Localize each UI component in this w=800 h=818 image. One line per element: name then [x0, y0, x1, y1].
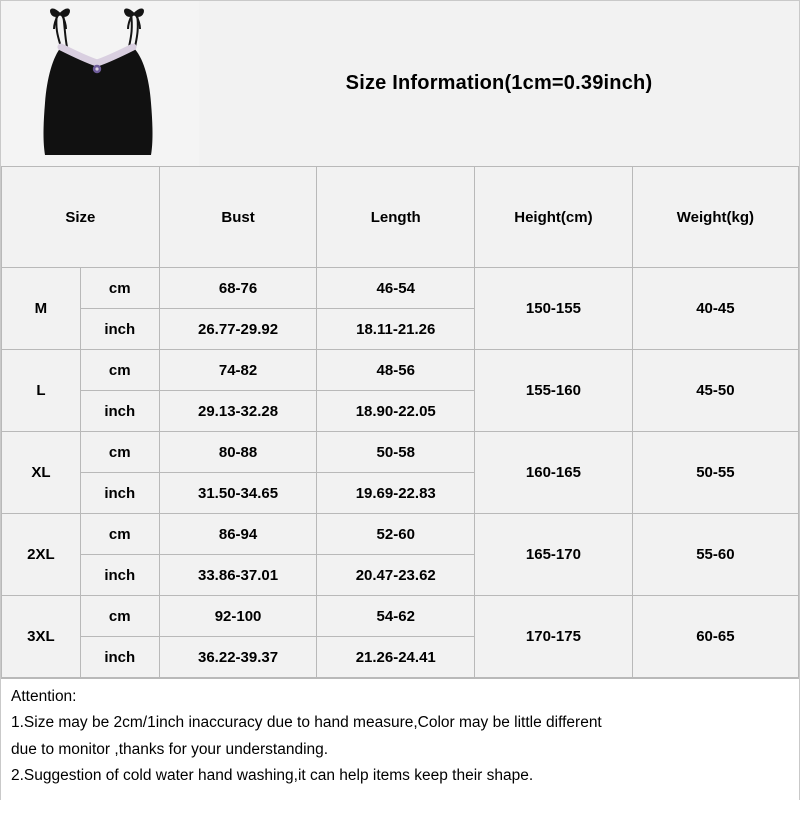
cell-weight: 60-65: [632, 596, 798, 678]
cell-bust-cm: 80-88: [159, 432, 317, 473]
cell-unit-cm: cm: [80, 268, 159, 309]
page-title: Size Information(1cm=0.39inch): [345, 72, 653, 94]
cell-bust-inch: 29.13-32.28: [159, 391, 317, 432]
note-line-3: 2.Suggestion of cold water hand washing,it can help items keep their shape.: [11, 767, 534, 785]
column-header-length: Length: [317, 167, 475, 268]
flower-accent: [93, 65, 101, 73]
title-cell: [199, 1, 799, 166]
cell-size: 3XL: [2, 596, 81, 678]
note-line-1: 1.Size may be 2cm/1inch inaccuracy due to hand measure,Color may be little different: [11, 714, 602, 732]
attention-note: [1, 678, 799, 818]
cell-weight: 40-45: [632, 268, 798, 350]
cell-size: XL: [2, 432, 81, 514]
cell-length-cm: 50-58: [317, 432, 475, 473]
header-band: [1, 1, 799, 166]
cell-bust-inch: 36.22-39.37: [159, 637, 317, 678]
cell-height: 155-160: [475, 350, 633, 432]
column-header-weight: Weight(kg): [632, 167, 798, 268]
strap-left: [51, 9, 69, 47]
cell-length-inch: 19.69-22.83: [317, 473, 475, 514]
cell-unit-cm: cm: [80, 514, 159, 555]
cell-bust-cm: 92-100: [159, 596, 317, 637]
cell-weight: 45-50: [632, 350, 798, 432]
cell-unit-inch: inch: [80, 309, 159, 350]
cell-length-inch: 18.90-22.05: [317, 391, 475, 432]
cell-unit-inch: inch: [80, 391, 159, 432]
cell-size: L: [2, 350, 81, 432]
cell-bust-cm: 74-82: [159, 350, 317, 391]
cell-unit-inch: inch: [80, 555, 159, 596]
table-row: [2, 514, 799, 555]
cell-length-cm: 54-62: [317, 596, 475, 637]
cell-bust-inch: 26.77-29.92: [159, 309, 317, 350]
table-row: [2, 350, 799, 391]
size-chart-table: [1, 166, 799, 678]
cell-unit-inch: inch: [80, 637, 159, 678]
column-header-size: Size: [2, 167, 160, 268]
strap-right: [125, 9, 143, 47]
cell-length-cm: 52-60: [317, 514, 475, 555]
cell-bust-cm: 86-94: [159, 514, 317, 555]
cell-bust-cm: 68-76: [159, 268, 317, 309]
column-header-height: Height(cm): [475, 167, 633, 268]
note-line-2: due to monitor ,thanks for your understanding.: [11, 740, 329, 758]
table-row: [2, 268, 799, 309]
product-image-cell: [1, 1, 199, 166]
table-row: [2, 432, 799, 473]
table-header: [2, 167, 799, 268]
table-row: [2, 596, 799, 637]
cell-weight: 55-60: [632, 514, 798, 596]
cell-length-cm: 46-54: [317, 268, 475, 309]
cell-bust-inch: 33.86-37.01: [159, 555, 317, 596]
cell-size: 2XL: [2, 514, 81, 596]
cell-length-inch: 20.47-23.62: [317, 555, 475, 596]
table-body: [2, 268, 799, 678]
cell-height: 165-170: [475, 514, 633, 596]
product-image: [1, 1, 199, 166]
cell-unit-inch: inch: [80, 473, 159, 514]
cell-height: 170-175: [475, 596, 633, 678]
cell-height: 150-155: [475, 268, 633, 350]
note-heading: Attention:: [11, 688, 77, 705]
table-header-row: [2, 167, 799, 268]
cell-weight: 50-55: [632, 432, 798, 514]
cell-unit-cm: cm: [80, 432, 159, 473]
cell-unit-cm: cm: [80, 350, 159, 391]
cell-length-inch: 18.11-21.26: [317, 309, 475, 350]
column-header-bust: Bust: [159, 167, 317, 268]
cell-length-inch: 21.26-24.41: [317, 637, 475, 678]
cell-bust-inch: 31.50-34.65: [159, 473, 317, 514]
cell-length-cm: 48-56: [317, 350, 475, 391]
camisole-illustration: [25, 3, 175, 161]
cell-height: 160-165: [475, 432, 633, 514]
cell-unit-cm: cm: [80, 596, 159, 637]
cell-size: M: [2, 268, 81, 350]
